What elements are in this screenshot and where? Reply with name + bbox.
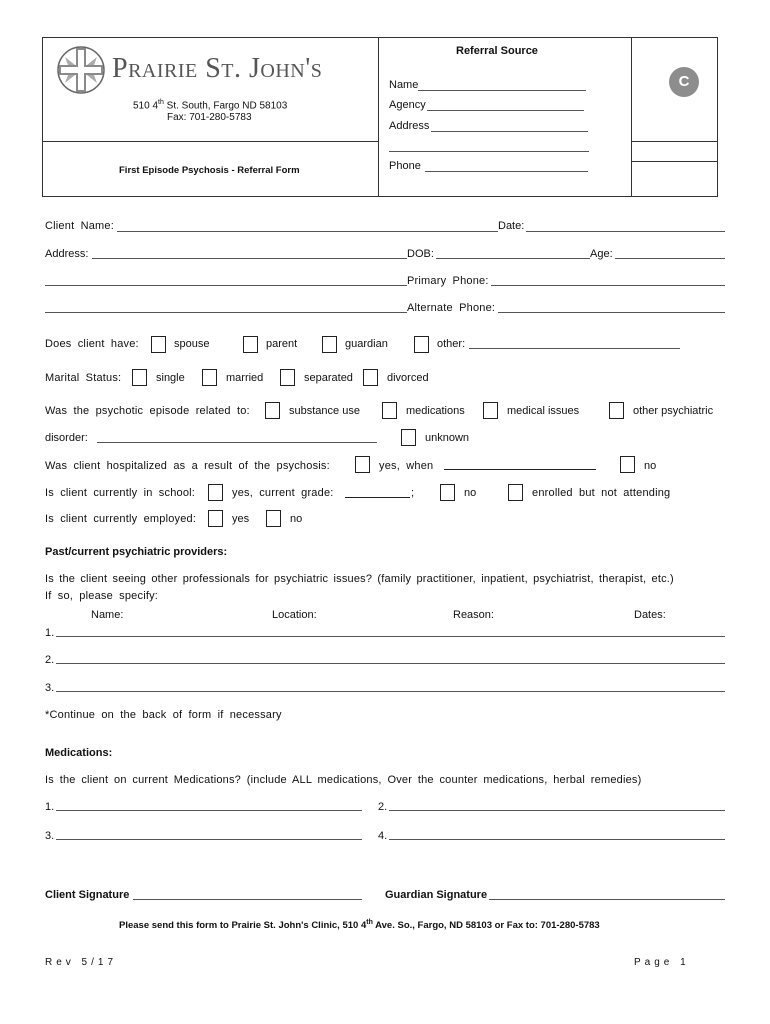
referral-source-title: Referral Source: [456, 45, 538, 57]
org-address: 510 4th St. South, Fargo ND 58103: [133, 99, 288, 112]
marital-label: Marital Status:: [45, 372, 122, 384]
header-right: [378, 37, 718, 197]
employed-no-label: no: [290, 513, 303, 525]
date-label: Date:: [498, 220, 525, 232]
referral-agency-field[interactable]: [427, 110, 584, 111]
substance-use-label: substance use: [289, 405, 360, 417]
divorced-label: divorced: [387, 372, 429, 384]
age-field[interactable]: [615, 258, 725, 259]
unknown-checkbox[interactable]: [401, 429, 416, 446]
married-label: married: [226, 372, 264, 384]
hospital-yes-checkbox[interactable]: [355, 456, 370, 473]
hospital-yes-label: yes, when: [379, 460, 434, 472]
col-dates: Dates:: [634, 609, 666, 621]
col-reason: Reason:: [453, 609, 494, 621]
org-fax: Fax: 701-280-5783: [167, 112, 252, 123]
med-4-field[interactable]: [389, 839, 725, 840]
married-checkbox[interactable]: [202, 369, 217, 386]
referral-phone-label: Phone: [389, 160, 421, 172]
parent-label: parent: [266, 338, 298, 350]
send-instructions: Please send this form to Prairie St. John's Clinic, 510 4th Ave. So., Fargo, ND 58103 or Fax to: 701-280-5783: [119, 919, 600, 932]
revision: Rev 5/17: [45, 957, 118, 968]
substance-use-checkbox[interactable]: [265, 402, 280, 419]
employed-no-checkbox[interactable]: [266, 510, 281, 527]
primary-phone-field[interactable]: [491, 285, 725, 286]
other-psychiatric-label: other psychiatric: [633, 405, 714, 417]
enrolled-checkbox[interactable]: [508, 484, 523, 501]
spouse-label: spouse: [174, 338, 210, 350]
date-field[interactable]: [526, 231, 725, 232]
employed-label: Is client currently employed:: [45, 513, 197, 525]
age-label: Age:: [590, 248, 613, 260]
guardian-checkbox[interactable]: [322, 336, 337, 353]
dob-label: DOB:: [407, 248, 434, 260]
col-location: Location:: [272, 609, 317, 621]
continue-note: *Continue on the back of form if necessary: [45, 709, 282, 721]
school-no-label: no: [464, 487, 477, 499]
provider-row-3-field[interactable]: [56, 691, 725, 692]
spouse-checkbox[interactable]: [151, 336, 166, 353]
guardian-label: guardian: [345, 338, 388, 350]
school-label: Is client currently in school:: [45, 487, 196, 499]
medical-issues-label: medical issues: [507, 405, 580, 417]
header-right-divider: [631, 37, 632, 197]
primary-phone-label: Primary Phone:: [407, 275, 489, 287]
providers-heading: Past/current psychiatric providers:: [45, 546, 228, 558]
address-label: Address:: [45, 248, 89, 260]
episode-label: Was the psychotic episode related to:: [45, 405, 250, 417]
org-name: Prairie St. John's: [112, 53, 323, 84]
school-yes-label: yes, current grade:: [232, 487, 334, 499]
provider-row-1-num: 1.: [45, 627, 55, 639]
hospitalized-label: Was client hospitalized as a result of the psychosis:: [45, 460, 330, 472]
referral-address-field[interactable]: [431, 131, 588, 132]
col-name: Name:: [91, 609, 124, 621]
disorder-field[interactable]: [97, 442, 377, 443]
divorced-checkbox[interactable]: [363, 369, 378, 386]
provider-row-1-field[interactable]: [56, 636, 725, 637]
provider-row-2-field[interactable]: [56, 663, 725, 664]
referral-name-label: Name: [389, 79, 419, 91]
grade-semicolon: ;: [411, 487, 415, 499]
alternate-phone-field[interactable]: [498, 312, 725, 313]
medications-question: Is the client on current Medications? (include ALL medications, Over the counter medications, herbal remedies): [45, 774, 642, 786]
school-yes-checkbox[interactable]: [208, 484, 223, 501]
grade-field[interactable]: [345, 497, 410, 498]
header-right-rule-1: [631, 141, 718, 142]
parent-checkbox[interactable]: [243, 336, 258, 353]
page-number: Page 1: [634, 957, 690, 968]
medications-checkbox[interactable]: [382, 402, 397, 419]
other-field[interactable]: [469, 348, 680, 349]
providers-question: Is the client seeing other professionals for psychiatric issues? (family practitioner, inpatient, psychiatrist, therapist, etc.): [45, 573, 674, 585]
dob-field[interactable]: [436, 258, 590, 259]
disorder-label: disorder:: [45, 432, 88, 444]
employed-yes-checkbox[interactable]: [208, 510, 223, 527]
referral-address-label: Address: [389, 120, 430, 132]
other-checkbox[interactable]: [414, 336, 429, 353]
form-title: First Episode Psychosis - Referral Form: [119, 165, 300, 176]
separated-checkbox[interactable]: [280, 369, 295, 386]
referral-agency-label: Agency: [389, 99, 426, 111]
referral-address-field-2[interactable]: [389, 151, 589, 152]
medical-issues-checkbox[interactable]: [483, 402, 498, 419]
single-checkbox[interactable]: [132, 369, 147, 386]
med-4-num: 4.: [378, 830, 388, 842]
guardian-signature-field[interactable]: [489, 899, 725, 900]
medications-label: medications: [406, 405, 465, 417]
address-field-3[interactable]: [45, 312, 407, 313]
cross-logo-icon: [56, 45, 106, 95]
medications-heading: Medications:: [45, 747, 113, 759]
address-field-2[interactable]: [45, 285, 407, 286]
referral-name-field[interactable]: [418, 90, 586, 91]
other-psychiatric-checkbox[interactable]: [609, 402, 624, 419]
med-1-num: 1.: [45, 801, 55, 813]
referral-phone-field[interactable]: [425, 171, 588, 172]
provider-row-3-num: 3.: [45, 682, 55, 694]
hospital-no-checkbox[interactable]: [620, 456, 635, 473]
med-3-field[interactable]: [56, 839, 362, 840]
school-no-checkbox[interactable]: [440, 484, 455, 501]
address-field[interactable]: [92, 258, 407, 259]
client-signature-field[interactable]: [133, 899, 362, 900]
hospital-no-label: no: [644, 460, 657, 472]
hospital-when-field[interactable]: [444, 469, 596, 470]
other-label: other:: [437, 338, 466, 350]
client-signature-label: Client Signature: [45, 889, 130, 901]
provider-row-2-num: 2.: [45, 654, 55, 666]
badge-c-icon: C: [669, 67, 699, 97]
client-name-label: Client Name:: [45, 220, 114, 232]
client-name-field[interactable]: [117, 231, 498, 232]
single-label: single: [156, 372, 185, 384]
enrolled-label: enrolled but not attending: [532, 487, 671, 499]
providers-specify: If so, please specify:: [45, 590, 159, 602]
unknown-label: unknown: [425, 432, 470, 444]
med-3-num: 3.: [45, 830, 55, 842]
med-2-field[interactable]: [389, 810, 725, 811]
med-1-field[interactable]: [56, 810, 362, 811]
guardian-signature-label: Guardian Signature: [385, 889, 488, 901]
header-right-rule-2: [631, 161, 718, 162]
separated-label: separated: [304, 372, 353, 384]
client-have-label: Does client have:: [45, 338, 139, 350]
med-2-num: 2.: [378, 801, 388, 813]
employed-yes-label: yes: [232, 513, 250, 525]
alternate-phone-label: Alternate Phone:: [407, 302, 496, 314]
